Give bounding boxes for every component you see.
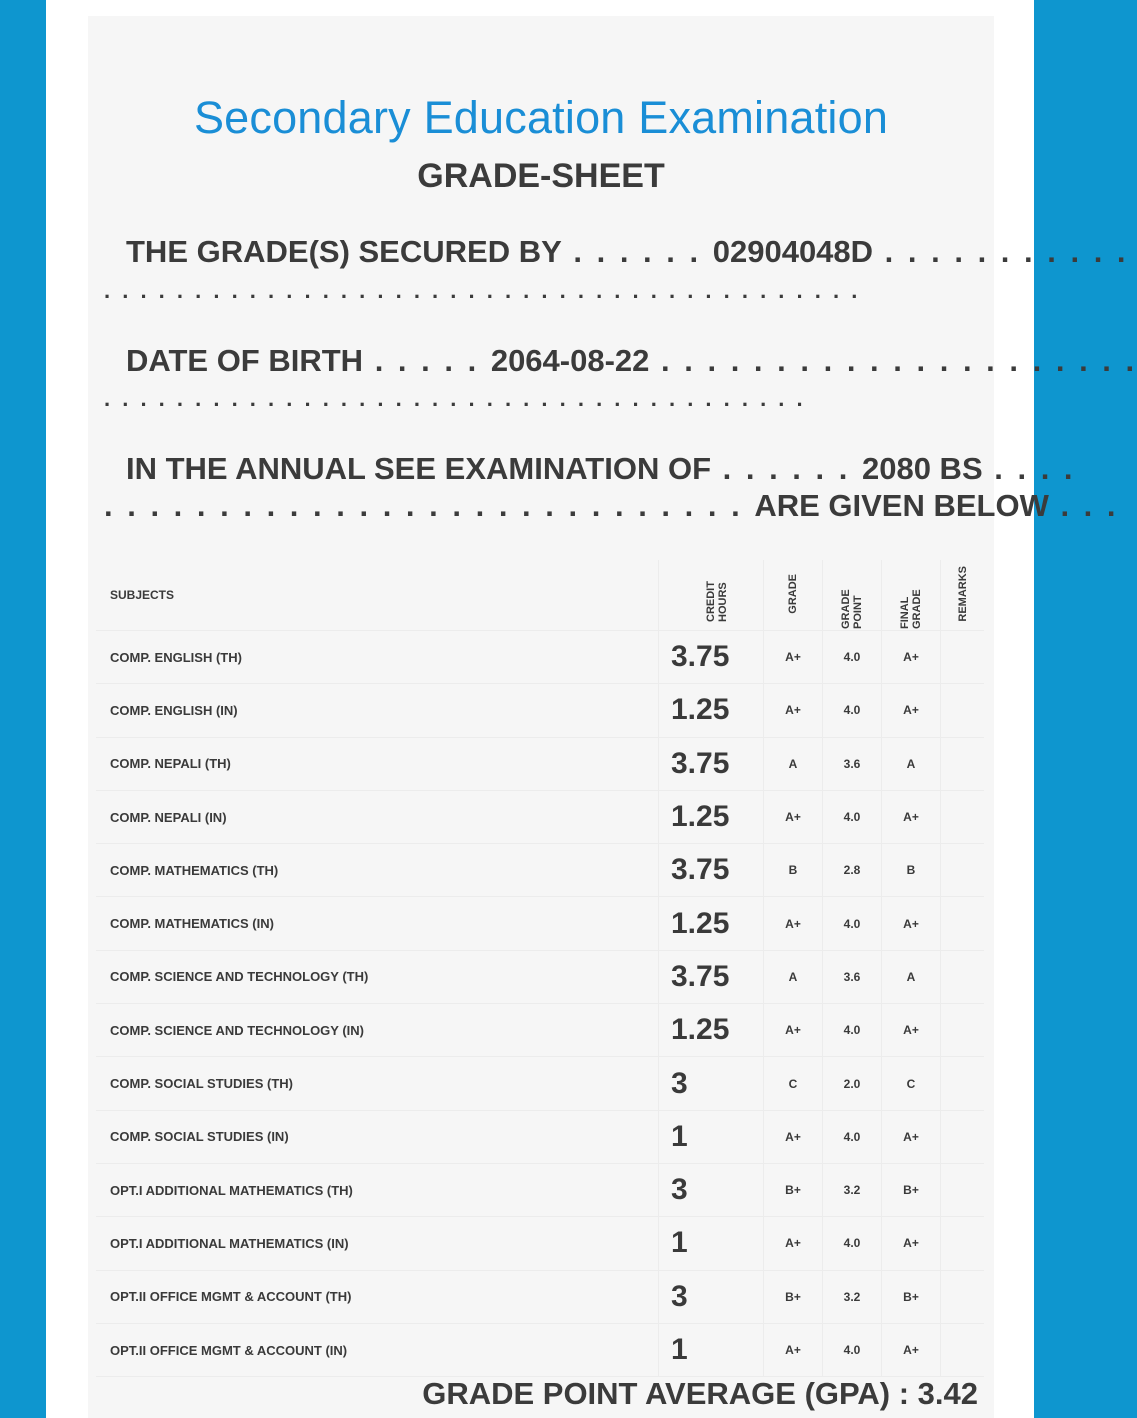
exam-label: IN THE ANNUAL SEE EXAMINATION OF	[126, 451, 712, 486]
final-grade-cell: A+	[882, 897, 941, 950]
subject-cell: COMP. SOCIAL STUDIES (IN)	[96, 1110, 659, 1163]
grade-point-cell: 4.0	[823, 631, 882, 684]
grade-point-cell: 3.6	[823, 950, 882, 1003]
header-final-grade: FINAL GRADE	[882, 560, 941, 631]
remarks-cell	[941, 737, 985, 790]
subject-cell: COMP. SCIENCE AND TECHNOLOGY (IN)	[96, 1004, 659, 1057]
remarks-cell	[941, 1163, 985, 1216]
table-row	[96, 1323, 984, 1376]
grade-cell: B	[764, 844, 823, 897]
table-row	[96, 1004, 984, 1057]
subject-cell: COMP. SOCIAL STUDIES (TH)	[96, 1057, 659, 1110]
subject-cell: COMP. NEPALI (TH)	[96, 737, 659, 790]
secured-by-value: 02904048D	[712, 234, 874, 269]
header-subjects: SUBJECTS	[96, 560, 659, 631]
grade-cell: A+	[764, 1004, 823, 1057]
sheet-subtitle: GRADE-SHEET	[417, 157, 665, 195]
subject-cell: OPT.I ADDITIONAL MATHEMATICS (IN)	[96, 1217, 659, 1270]
credit-hours-cell: 1.25	[659, 790, 764, 843]
credit-hours-cell: 1	[659, 1323, 764, 1376]
grade-point-cell: 3.2	[823, 1270, 882, 1323]
dob-label: DATE OF BIRTH	[126, 343, 364, 378]
exam-line-2: . . . . . . . . . . . . . . . . . . . . . . . . . . . . ARE GIVEN BELOW . . .	[104, 488, 1119, 523]
table-row	[96, 631, 984, 684]
grade-point-cell: 2.8	[823, 844, 882, 897]
table-row	[96, 790, 984, 843]
remarks-cell	[941, 844, 985, 897]
exam-value: 2080 BS	[861, 451, 983, 486]
subject-cell: COMP. MATHEMATICS (IN)	[96, 897, 659, 950]
subject-cell: COMP. MATHEMATICS (TH)	[96, 844, 659, 897]
final-grade-cell: A	[882, 950, 941, 1003]
table-row	[96, 1270, 984, 1323]
grades-table	[96, 560, 984, 1377]
grade-point-cell: 4.0	[823, 790, 882, 843]
header-credit-hours: CREDIT HOURS	[659, 560, 764, 631]
table-header-row	[96, 560, 984, 631]
credit-hours-cell: 1.25	[659, 897, 764, 950]
header-remarks: REMARKS	[941, 560, 985, 631]
remarks-cell	[941, 1217, 985, 1270]
grade-cell: A+	[764, 684, 823, 737]
page	[46, 0, 1137, 1418]
credit-hours-cell: 3	[659, 1270, 764, 1323]
table-row	[96, 684, 984, 737]
final-grade-cell: A+	[882, 1110, 941, 1163]
dotted-line: . . . . . . . . . . . . . . . . . . . . . . . . . . . . . . . . . . . . . . . . . .	[104, 278, 861, 303]
grade-point-cell: 4.0	[823, 1004, 882, 1057]
grade-cell: A	[764, 950, 823, 1003]
grade-cell: A+	[764, 1217, 823, 1270]
grade-point-cell: 4.0	[823, 684, 882, 737]
remarks-cell	[941, 1323, 985, 1376]
grade-cell: B+	[764, 1270, 823, 1323]
gpa-line	[422, 1376, 978, 1412]
credit-hours-cell: 1	[659, 1217, 764, 1270]
gpa-label: GRADE POINT AVERAGE (GPA) :	[422, 1376, 910, 1411]
gpa-value: 3.42	[917, 1376, 978, 1411]
grade-cell: A+	[764, 1110, 823, 1163]
exam-suffix: ARE GIVEN BELOW	[754, 488, 1049, 523]
subject-cell: OPT.I ADDITIONAL MATHEMATICS (TH)	[96, 1163, 659, 1216]
final-grade-cell: A+	[882, 1323, 941, 1376]
remarks-cell	[941, 1270, 985, 1323]
final-grade-cell: A+	[882, 790, 941, 843]
credit-hours-cell: 3	[659, 1163, 764, 1216]
dotted-line: . . . . . . . . . . . . . . . . . . . . . . . . . . . . . . . . . . . . . . .	[104, 386, 806, 411]
final-grade-cell: B+	[882, 1270, 941, 1323]
remarks-cell	[941, 1004, 985, 1057]
credit-hours-cell: 3.75	[659, 631, 764, 684]
final-grade-cell: A+	[882, 1217, 941, 1270]
subject-cell: OPT.II OFFICE MGMT & ACCOUNT (IN)	[96, 1323, 659, 1376]
credit-hours-cell: 1	[659, 1110, 764, 1163]
dob-line: DATE OF BIRTH . . . . . 2064-08-22 . . . . . . . . . . . . . . . . . . . . .	[126, 343, 1137, 378]
table-row	[96, 737, 984, 790]
table-row	[96, 1163, 984, 1216]
grade-cell: A+	[764, 790, 823, 843]
secured-by-line: THE GRADE(S) SECURED BY . . . . . . 02904048D . . . . . . . . . . .	[126, 234, 1129, 269]
grade-cell: A+	[764, 897, 823, 950]
table-row	[96, 1217, 984, 1270]
grade-cell: A	[764, 737, 823, 790]
grade-point-cell: 3.2	[823, 1163, 882, 1216]
subject-cell: OPT.II OFFICE MGMT & ACCOUNT (TH)	[96, 1270, 659, 1323]
grade-cell: A+	[764, 631, 823, 684]
grade-point-cell: 2.0	[823, 1057, 882, 1110]
credit-hours-cell: 1.25	[659, 1004, 764, 1057]
subject-cell: COMP. SCIENCE AND TECHNOLOGY (TH)	[96, 950, 659, 1003]
table-row	[96, 844, 984, 897]
table-row	[96, 1057, 984, 1110]
exam-title: Secondary Education Examination	[193, 92, 889, 143]
grade-cell: A+	[764, 1323, 823, 1376]
grade-point-cell: 4.0	[823, 1110, 882, 1163]
final-grade-cell: A+	[882, 1004, 941, 1057]
grade-cell: B+	[764, 1163, 823, 1216]
header-grade-point: GRADE POINT	[823, 560, 882, 631]
subject-cell: COMP. ENGLISH (IN)	[96, 684, 659, 737]
grade-point-cell: 4.0	[823, 1323, 882, 1376]
table-row	[96, 950, 984, 1003]
final-grade-cell: B+	[882, 1163, 941, 1216]
grade-point-cell: 4.0	[823, 897, 882, 950]
remarks-cell	[941, 790, 985, 843]
final-grade-cell: C	[882, 1057, 941, 1110]
secured-by-label: THE GRADE(S) SECURED BY	[126, 234, 562, 269]
table-row	[96, 1110, 984, 1163]
final-grade-cell: B	[882, 844, 941, 897]
remarks-cell	[941, 1110, 985, 1163]
table-row	[96, 897, 984, 950]
final-grade-cell: A+	[882, 684, 941, 737]
final-grade-cell: A	[882, 737, 941, 790]
credit-hours-cell: 3.75	[659, 844, 764, 897]
grade-rows	[96, 631, 984, 1377]
remarks-cell	[941, 684, 985, 737]
credit-hours-cell: 3.75	[659, 950, 764, 1003]
remarks-cell	[941, 897, 985, 950]
remarks-cell	[941, 950, 985, 1003]
grade-point-cell: 3.6	[823, 737, 882, 790]
grade-sheet	[88, 16, 1137, 1418]
remarks-cell	[941, 631, 985, 684]
grade-point-cell: 4.0	[823, 1217, 882, 1270]
credit-hours-cell: 3.75	[659, 737, 764, 790]
final-grade-cell: A+	[882, 631, 941, 684]
credit-hours-cell: 3	[659, 1057, 764, 1110]
credit-hours-cell: 1.25	[659, 684, 764, 737]
exam-line: IN THE ANNUAL SEE EXAMINATION OF . . . . . . 2080 BS . . . .	[126, 451, 1076, 486]
remarks-cell	[941, 1057, 985, 1110]
grade-cell: C	[764, 1057, 823, 1110]
header-grade: GRADE	[764, 560, 823, 631]
subject-cell: COMP. NEPALI (IN)	[96, 790, 659, 843]
subject-cell: COMP. ENGLISH (TH)	[96, 631, 659, 684]
dob-value: 2064-08-22	[490, 343, 650, 378]
